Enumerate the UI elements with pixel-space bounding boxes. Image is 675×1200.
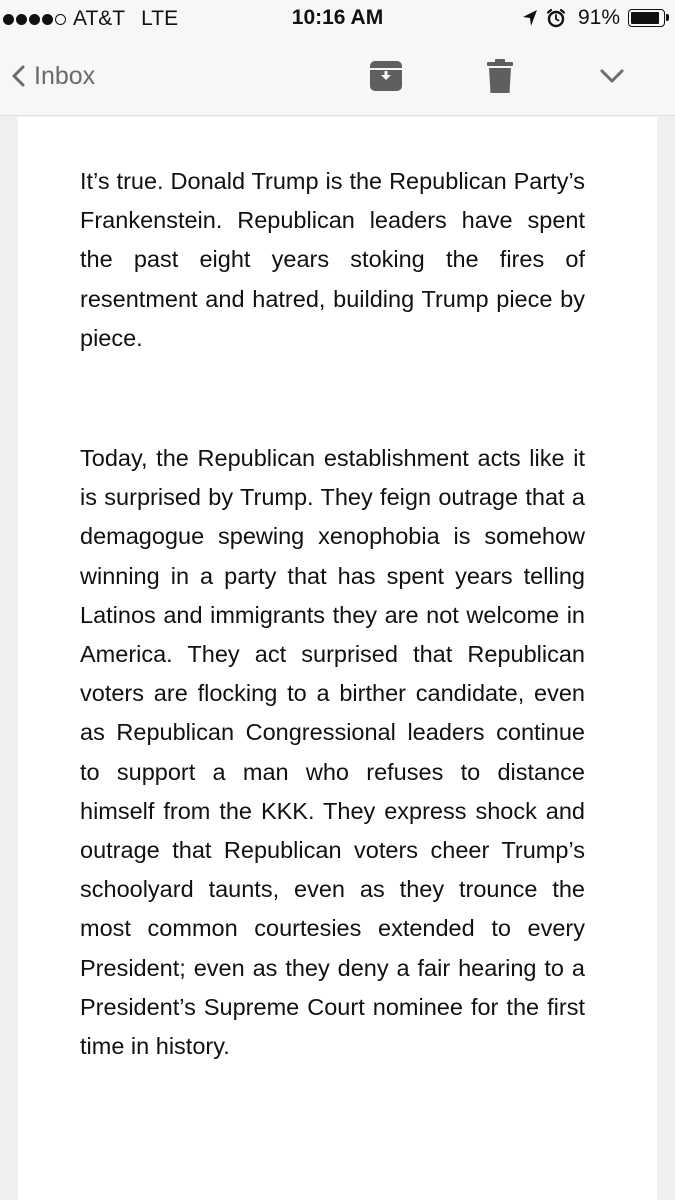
location-arrow-icon <box>522 9 538 27</box>
battery-icon <box>628 9 665 27</box>
email-toolbar <box>0 38 675 116</box>
archive-icon <box>369 59 403 93</box>
back-button-label: Inbox <box>34 61 96 90</box>
trash-icon <box>485 58 515 94</box>
more-options-button[interactable] <box>592 56 632 96</box>
email-paragraph: It’s true. Donald Trump is the Republican Party’s Frankenstein. Republican leaders have spent the past eight years stoking the fires of resentment and hatred, building Trump piece by piece. <box>80 168 585 351</box>
status-right <box>522 7 665 29</box>
network-type: LTE <box>141 7 179 30</box>
status-time: 10:16 AM <box>291 6 384 29</box>
back-to-inbox-button[interactable] <box>10 58 95 94</box>
status-bar <box>0 0 675 38</box>
delete-button[interactable] <box>480 56 520 96</box>
battery-percentage: 91% <box>577 6 620 29</box>
chevron-down-icon <box>599 67 625 85</box>
battery-nub <box>666 14 669 21</box>
email-message <box>18 117 657 1200</box>
battery-level-fill <box>631 12 659 24</box>
archive-button[interactable] <box>366 56 406 96</box>
chevron-left-icon <box>10 64 26 88</box>
email-body <box>80 162 585 1066</box>
alarm-clock-icon <box>546 8 566 28</box>
carrier-name: AT&T <box>73 7 126 30</box>
email-paragraph: Today, the Republican establishment acts like it is surprised by Trump. They feign outrage that a demagogue spewing xenophobia is somehow winning in a party that has spent years telling Latinos and immigrants they are not welcome in America. They act surprised that Republican voters are flocking to a birther candidate, even as Republican Congressional leaders continue to support a man who refuses to distance himself from the KKK. They express shock and outrage that Republican voters cheer Trump’s schoolyard taunts, even as they trounce the most common courtesies extended to every President; even as they deny a fair hearing to a President’s Supreme Court nominee for the first time in history. <box>80 445 585 1060</box>
